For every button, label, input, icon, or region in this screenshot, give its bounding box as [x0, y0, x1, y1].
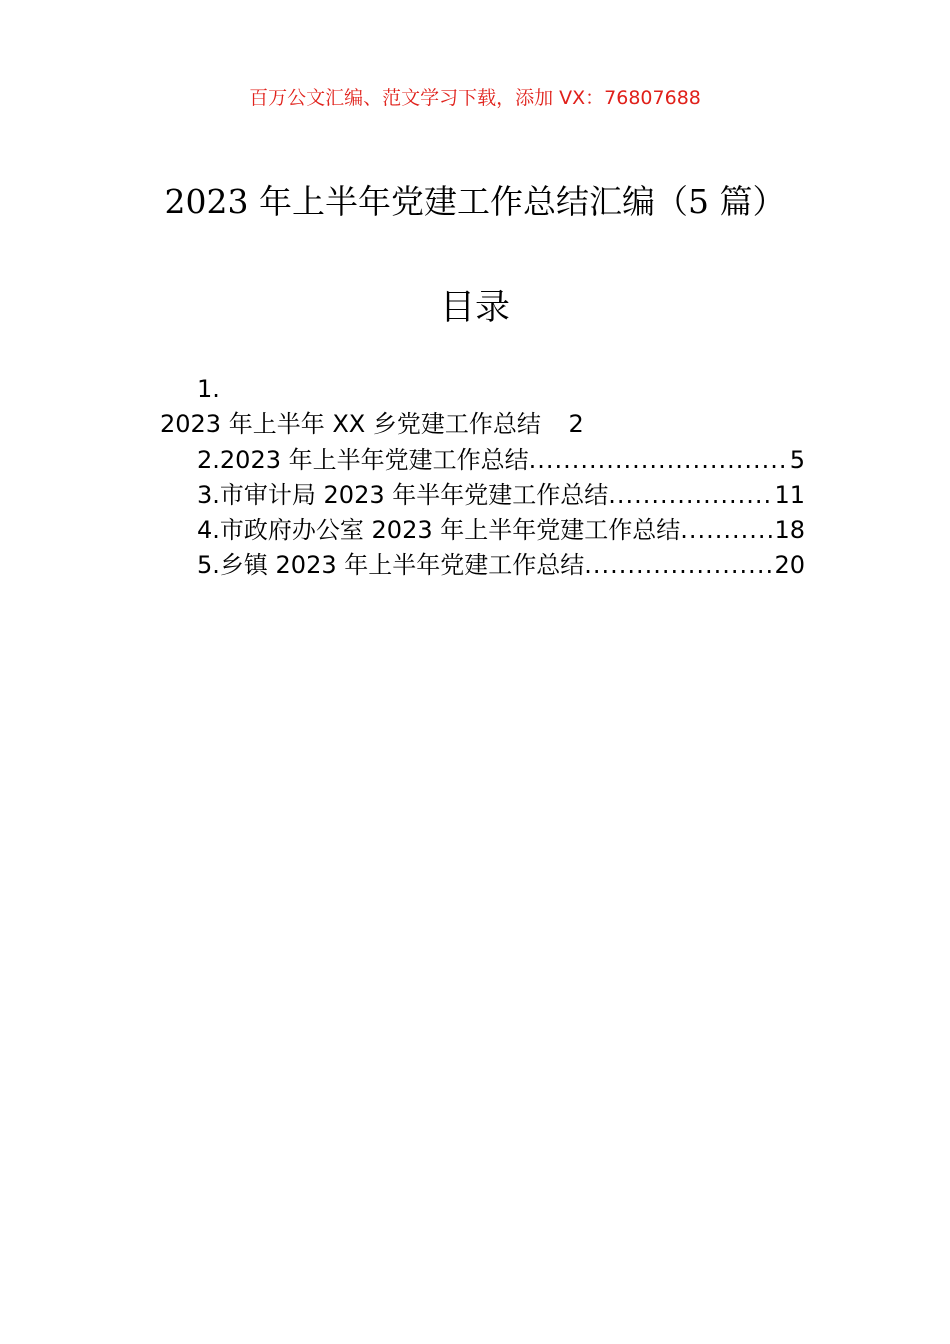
toc-leader-dots [584, 548, 773, 582]
toc-entry-page: 5 [789, 446, 805, 474]
toc-entry-1[interactable] [160, 407, 584, 441]
toc-leader-dots [529, 443, 789, 477]
toc-entry-title: 3.市审计局 2023 年半年党建工作总结 [197, 481, 609, 509]
toc-entry-page: 18 [774, 516, 805, 544]
toc-entry-title: 2.2023 年上半年党建工作总结 [197, 446, 529, 474]
toc-entry-5[interactable] [197, 548, 805, 582]
toc-heading: 目录 [439, 288, 510, 328]
toc-leader-dots [680, 513, 773, 547]
watermark-header-note: 百万公文汇编、范文学习下载，添加 VX：76807688 [249, 87, 701, 109]
document-title: 2023 年上半年党建工作总结汇编（5 篇） [164, 182, 786, 221]
toc-entry-title: 5.乡镇 2023 年上半年党建工作总结 [197, 551, 585, 579]
toc-entry-2[interactable] [197, 443, 805, 477]
toc-entry-4[interactable] [197, 513, 805, 547]
toc-entry-3[interactable] [197, 478, 805, 512]
toc-entry-1-page: 2 [568, 410, 584, 438]
toc-leader-dots [608, 478, 773, 512]
toc-entry-title: 4.市政府办公室 2023 年上半年党建工作总结 [197, 516, 681, 544]
table-of-contents [0, 0, 950, 600]
toc-entry-1-number[interactable]: 1. [197, 375, 220, 403]
toc-entry-1-title: 2023 年上半年 XX 乡党建工作总结 [160, 410, 541, 438]
toc-entry-page: 11 [774, 481, 805, 509]
toc-entry-page: 20 [774, 551, 805, 579]
